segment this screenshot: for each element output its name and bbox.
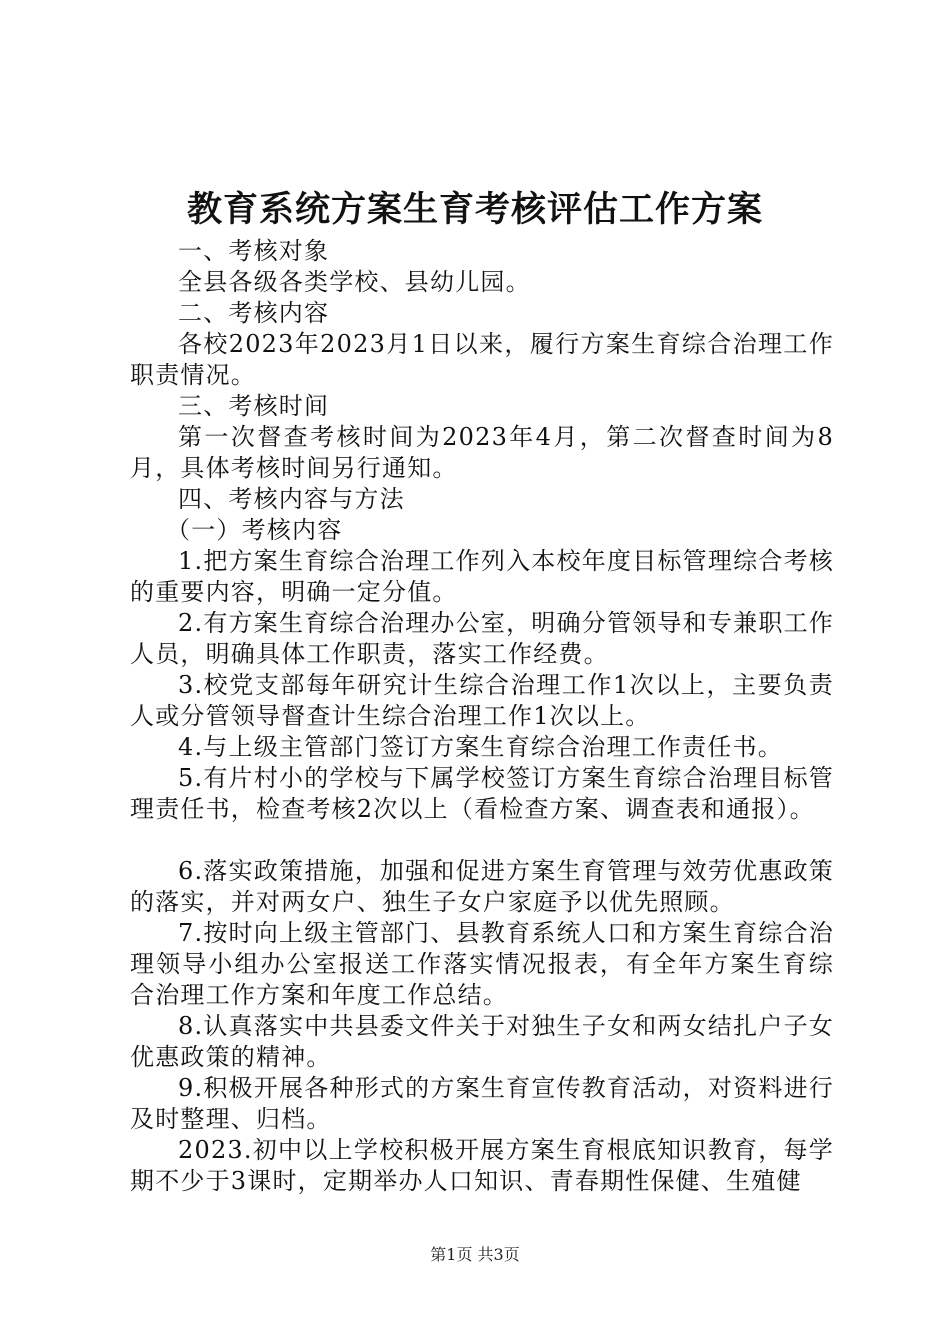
section-heading: 三、考核时间 [178,392,330,420]
list-item: 6.落实政策措施，加强和促进方案生育管理与效劳优惠政策的落实，并对两女户、独生子女户家庭予以优先照顾。 [130,857,834,916]
subsection-heading: （一）考核内容 [166,516,343,544]
list-item: 1.把方案生育综合治理工作列入本校年度目标管理综合考核的重要内容，明确一定分值。 [130,547,834,606]
document-title: 教育系统方案生育考核评估工作方案 [186,189,763,230]
list-item: 2.有方案生育综合治理办公室，明确分管领导和专兼职工作人员，明确具体工作职责，落实工作经费。 [130,609,834,668]
paragraph: 全县各级各类学校、县幼儿园。 [178,268,531,296]
page-footer: 第1页 共3页 [430,1245,520,1264]
section-heading: 四、考核内容与方法 [178,485,405,513]
list-item: 2023.初中以上学校积极开展方案生育根底知识教育，每学期不少于3课时，定期举办人口知识、青春期性保健、生殖健 [130,1136,834,1195]
blank-line [130,825,834,856]
section-heading: 一、考核对象 [178,237,330,265]
paragraph: 第一次督查考核时间为2023年4月，第二次督查时间为8月，具体考核时间另行通知。 [130,423,834,482]
list-item: 9.积极开展各种形式的方案生育宣传教育活动，对资料进行及时整理、归档。 [130,1074,834,1133]
list-item: 3.校党支部每年研究计生综合治理工作1次以上，主要负责人或分管领导督查计生综合治理工作1次以上。 [130,671,834,730]
list-item: 7.按时向上级主管部门、县教育系统人口和方案生育综合治理领导小组办公室报送工作落实情况报表，有全年方案生育综合治理工作方案和年度工作总结。 [130,919,834,1009]
document-body [130,236,834,1197]
paragraph: 各校2023年2023月1日以来，履行方案生育综合治理工作职责情况。 [130,330,834,389]
section-heading: 二、考核内容 [178,299,330,327]
list-item: 8.认真落实中共县委文件关于对独生子女和两女结扎户子女优惠政策的精神。 [130,1012,834,1071]
list-item: 5.有片村小的学校与下属学校签订方案生育综合治理目标管理责任书，检查考核2次以上（看检查方案、调查表和通报）。 [130,764,834,823]
list-item: 4.与上级主管部门签订方案生育综合治理工作责任书。 [178,733,783,761]
